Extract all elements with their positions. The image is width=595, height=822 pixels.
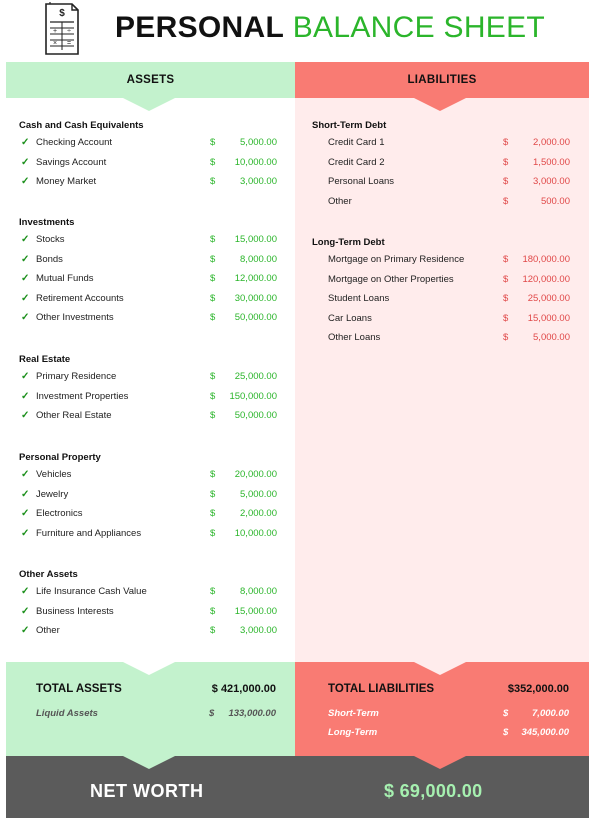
item-currency: $ <box>503 137 509 148</box>
item-label: Jewelry <box>36 488 69 500</box>
item-amount: 5,000.00 <box>533 332 570 343</box>
total-assets-label: TOTAL ASSETS <box>36 683 122 695</box>
list-item <box>19 172 277 192</box>
list-item <box>19 153 277 173</box>
list-item <box>19 230 277 250</box>
item-currency: $ <box>210 156 216 168</box>
check-icon: ✓ <box>21 469 30 480</box>
item-amount: 12,000.00 <box>234 273 277 284</box>
list-item <box>19 465 277 485</box>
check-icon: ✓ <box>21 273 30 284</box>
item-label: Mortgage on Other Properties <box>328 273 454 285</box>
item-currency: $ <box>210 176 216 187</box>
page-title-bold: PERSONAL <box>115 11 285 44</box>
item-currency: $ <box>210 371 216 382</box>
item-currency: $ <box>503 254 509 265</box>
item-amount: 30,000.00 <box>234 292 277 304</box>
section-title: Real Estate <box>19 354 71 365</box>
item-label: Primary Residence <box>36 371 117 382</box>
list-item <box>19 289 277 309</box>
list-item <box>19 133 277 153</box>
list-item <box>19 485 277 505</box>
liquid-assets-amount: 133,000.00 <box>228 708 276 719</box>
check-icon: ✓ <box>21 527 30 539</box>
assets-section-cash <box>19 119 277 192</box>
item-label: Mutual Funds <box>36 273 94 284</box>
list-item <box>312 153 570 173</box>
item-amount: 25,000.00 <box>234 371 277 382</box>
list-item <box>19 602 277 622</box>
liquid-assets-currency: $ <box>209 708 215 719</box>
page-title <box>115 10 545 46</box>
page-title-light: BALANCE SHEET <box>292 11 546 44</box>
list-item <box>19 308 277 328</box>
item-amount: 5,000.00 <box>240 488 277 500</box>
list-item <box>19 387 277 407</box>
net-worth-value: $ 69,000.00 <box>384 781 483 801</box>
section-title: Other Assets <box>19 569 78 580</box>
item-currency: $ <box>210 469 216 480</box>
svg-text:=: = <box>66 40 72 47</box>
check-icon: ✓ <box>21 410 30 421</box>
item-amount: 5,000.00 <box>240 137 277 148</box>
item-amount: 25,000.00 <box>527 293 570 304</box>
net-worth-label: NET WORTH <box>90 781 204 801</box>
item-currency: $ <box>503 176 509 187</box>
item-currency: $ <box>210 605 216 617</box>
item-amount: 120,000.00 <box>522 273 570 285</box>
total-liabilities-amount: $352,000.00 <box>507 683 569 695</box>
net-worth-notch-left <box>123 756 175 769</box>
check-icon: ✓ <box>21 586 30 597</box>
item-label: Other <box>328 195 352 207</box>
list-item <box>312 328 570 348</box>
list-item <box>312 172 570 192</box>
list-item <box>19 269 277 289</box>
item-currency: $ <box>210 137 216 148</box>
check-icon: ✓ <box>21 234 30 245</box>
item-amount: 15,000.00 <box>234 605 277 617</box>
document-ledger-icon <box>42 2 82 56</box>
assets-section-investments <box>19 216 277 328</box>
item-amount: 1,500.00 <box>533 156 570 168</box>
check-icon: ✓ <box>21 156 30 168</box>
item-currency: $ <box>210 312 216 323</box>
short-term-total-currency: $ <box>503 708 509 719</box>
long-term-total-label: Long-Term <box>328 727 378 738</box>
section-title: Cash and Cash Equivalents <box>19 120 144 131</box>
item-label: Mortgage on Primary Residence <box>328 254 465 265</box>
item-amount: 3,000.00 <box>533 176 570 187</box>
item-currency: $ <box>503 273 509 285</box>
item-label: Electronics <box>36 508 83 519</box>
list-item <box>19 524 277 544</box>
list-item <box>312 270 570 290</box>
assets-section-personal-property <box>19 451 277 543</box>
list-item <box>312 309 570 329</box>
list-item <box>312 133 570 153</box>
liabilities-heading: LIABILITIES <box>295 62 589 98</box>
check-icon: ✓ <box>21 508 30 519</box>
item-label: Furniture and Appliances <box>36 527 142 539</box>
list-item <box>312 250 570 270</box>
item-amount: 15,000.00 <box>234 234 277 245</box>
check-icon: ✓ <box>21 312 30 323</box>
item-amount: 2,000.00 <box>240 508 277 519</box>
check-icon: ✓ <box>21 625 30 636</box>
total-liabilities-label: TOTAL LIABILITIES <box>328 683 435 695</box>
assets-heading-arrow <box>123 98 175 111</box>
check-icon: ✓ <box>21 292 30 304</box>
check-icon: ✓ <box>21 253 30 265</box>
liabilities-section-long-term <box>312 236 570 348</box>
item-currency: $ <box>210 292 216 304</box>
item-label: Investment Properties <box>36 390 129 402</box>
assets-section-real-estate <box>19 353 277 426</box>
list-item <box>19 406 277 426</box>
item-label: Other Loans <box>328 332 381 343</box>
item-amount: 8,000.00 <box>240 586 277 597</box>
item-currency: $ <box>503 293 509 304</box>
svg-text:$: $ <box>59 8 65 19</box>
svg-text:×: × <box>52 40 58 47</box>
assets-totals-notch <box>123 662 175 675</box>
svg-text:+: + <box>52 28 58 35</box>
item-currency: $ <box>210 390 216 402</box>
item-currency: $ <box>210 625 216 636</box>
total-assets-amount: $ 421,000.00 <box>211 683 276 695</box>
section-title: Investments <box>19 217 75 228</box>
item-currency: $ <box>210 234 216 245</box>
item-label: Bonds <box>36 253 63 265</box>
list-item <box>19 250 277 270</box>
item-label: Life Insurance Cash Value <box>36 586 147 597</box>
item-label: Stocks <box>36 234 65 245</box>
item-currency: $ <box>503 156 509 168</box>
item-currency: $ <box>210 527 216 539</box>
section-title: Short-Term Debt <box>312 120 387 131</box>
section-title: Long-Term Debt <box>312 237 385 248</box>
page-header <box>0 0 595 62</box>
item-label: Car Loans <box>328 312 372 324</box>
item-amount: 15,000.00 <box>527 312 570 324</box>
list-item <box>19 582 277 602</box>
list-item <box>19 367 277 387</box>
item-currency: $ <box>210 488 216 500</box>
item-currency: $ <box>210 273 216 284</box>
item-amount: 50,000.00 <box>234 312 277 323</box>
item-label: Checking Account <box>36 137 113 148</box>
item-amount: 10,000.00 <box>234 156 277 168</box>
item-label: Credit Card 1 <box>328 137 385 148</box>
assets-section-other <box>19 568 277 641</box>
section-title: Personal Property <box>19 452 101 463</box>
item-amount: 3,000.00 <box>240 176 277 187</box>
item-amount: 500.00 <box>540 195 570 207</box>
check-icon: ✓ <box>21 371 30 382</box>
item-label: Savings Account <box>36 156 107 168</box>
item-currency: $ <box>503 195 509 207</box>
long-term-total-amount: 345,000.00 <box>521 727 569 738</box>
list-item <box>19 621 277 641</box>
liabilities-section-short-term <box>312 119 570 211</box>
check-icon: ✓ <box>21 176 30 187</box>
check-icon: ✓ <box>21 137 30 148</box>
item-currency: $ <box>210 586 216 597</box>
item-label: Personal Loans <box>328 176 395 187</box>
item-label: Student Loans <box>328 293 390 304</box>
item-currency: $ <box>210 508 216 519</box>
list-item <box>312 192 570 212</box>
check-icon: ✓ <box>21 605 30 617</box>
item-amount: 50,000.00 <box>234 410 277 421</box>
item-currency: $ <box>503 332 509 343</box>
item-label: Other <box>36 625 60 636</box>
item-currency: $ <box>210 253 216 265</box>
item-amount: 150,000.00 <box>229 390 277 402</box>
item-amount: 180,000.00 <box>522 254 570 265</box>
item-label: Credit Card 2 <box>328 156 385 168</box>
net-worth-notch-right <box>414 756 466 769</box>
short-term-total-amount: 7,000.00 <box>532 708 569 719</box>
item-amount: 10,000.00 <box>234 527 277 539</box>
item-amount: 3,000.00 <box>240 625 277 636</box>
item-label: Money Market <box>36 176 97 187</box>
check-icon: ✓ <box>21 488 30 500</box>
list-item <box>312 289 570 309</box>
list-item <box>19 504 277 524</box>
liabilities-totals-notch <box>414 662 466 675</box>
short-term-total-label: Short-Term <box>328 708 379 719</box>
check-icon: ✓ <box>21 390 30 402</box>
item-label: Business Interests <box>36 605 114 617</box>
liquid-assets-label: Liquid Assets <box>36 708 98 719</box>
item-label: Other Investments <box>36 312 114 323</box>
item-currency: $ <box>503 312 509 324</box>
item-label: Retirement Accounts <box>36 292 124 304</box>
svg-text:÷: ÷ <box>67 28 71 35</box>
item-amount: 2,000.00 <box>533 137 570 148</box>
item-amount: 8,000.00 <box>240 253 277 265</box>
item-label: Vehicles <box>36 469 72 480</box>
long-term-total-currency: $ <box>503 727 509 738</box>
item-currency: $ <box>210 410 216 421</box>
item-amount: 20,000.00 <box>234 469 277 480</box>
liabilities-heading-arrow <box>414 98 466 111</box>
assets-heading: ASSETS <box>6 62 295 98</box>
item-label: Other Real Estate <box>36 410 112 421</box>
